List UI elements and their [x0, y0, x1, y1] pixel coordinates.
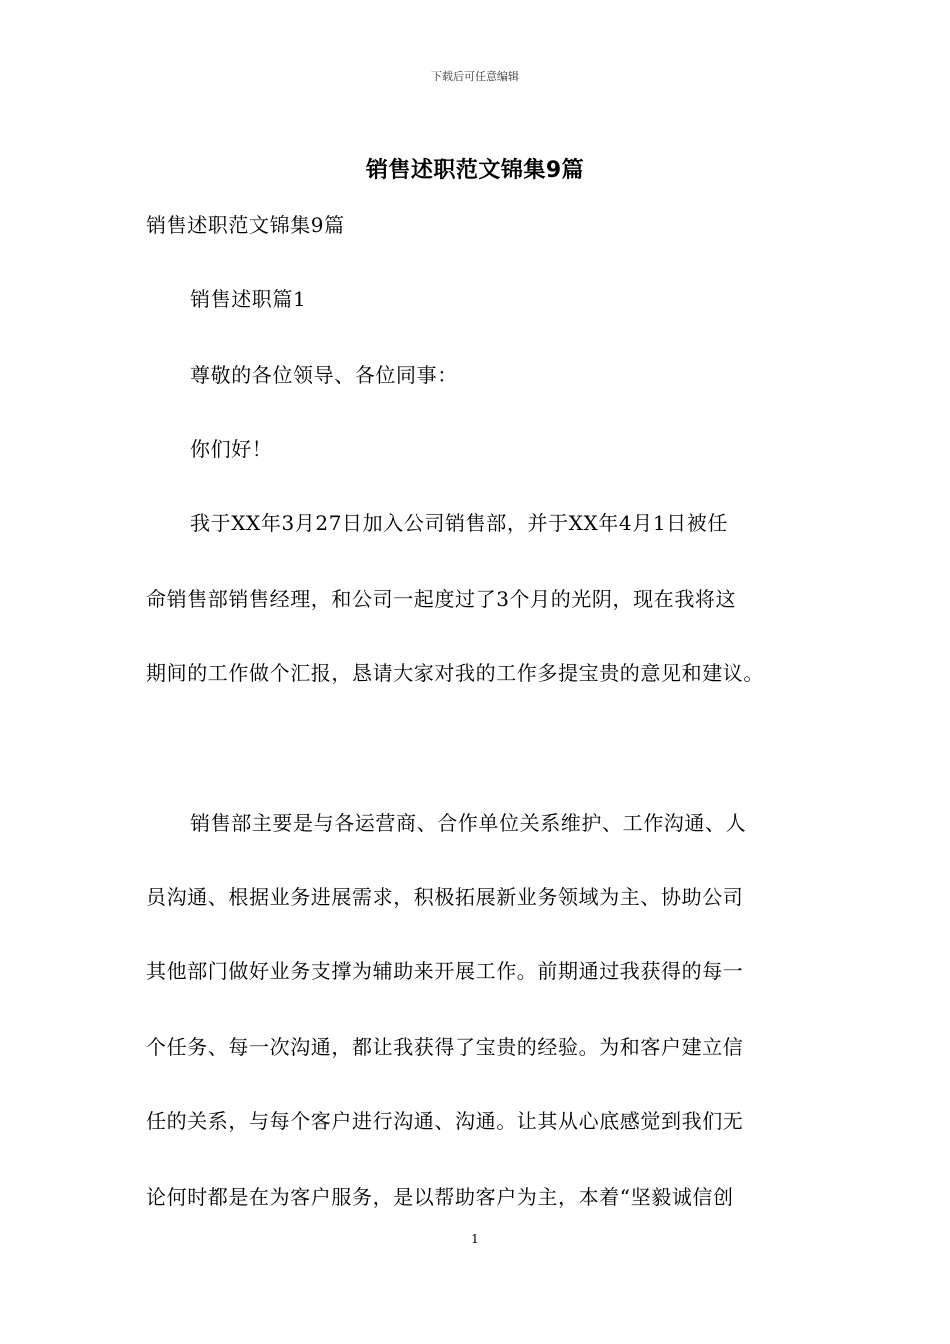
paragraph-line: 论何时都是在为客户服务，是以帮助客户为主，本着“坚毅诚信创 [146, 1185, 734, 1209]
salutation-line: 尊敬的各位领导、各位同事： [190, 363, 458, 387]
paragraph-line: 我于XX年3月27日加入公司销售部，并于XX年4月1日被任 [190, 511, 728, 535]
paragraph-line: 期间的工作做个汇报，恳请大家对我的工作多提宝贵的意见和建议。 [146, 661, 764, 685]
section-heading: 销售述职篇1 [190, 287, 307, 311]
page-number: 1 [471, 1232, 479, 1246]
document-title: 销售述职范文锦集9篇 [365, 158, 585, 183]
paragraph-line: 命销售部销售经理，和公司一起度过了3个月的光阴，现在我将这 [146, 587, 737, 611]
document-subtitle-line: 销售述职范文锦集9篇 [146, 213, 345, 237]
greeting-line: 你们好！ [190, 437, 273, 461]
paragraph-line: 个任务、每一次沟通，都让我获得了宝贵的经验。为和客户建立信 [146, 1035, 744, 1059]
paragraph-line: 员沟通、根据业务进展需求，积极拓展新业务领域为主、协助公司 [146, 885, 744, 909]
paragraph-line: 销售部主要是与各运营商、合作单位关系维护、工作沟通、人 [190, 811, 747, 835]
paragraph-line: 其他部门做好业务支撑为辅助来开展工作。前期通过我获得的每一 [146, 959, 744, 983]
paragraph-line: 任的关系，与每个客户进行沟通、沟通。让其从心底感觉到我们无 [146, 1109, 744, 1133]
header-note: 下载后可任意编辑 [431, 70, 519, 83]
